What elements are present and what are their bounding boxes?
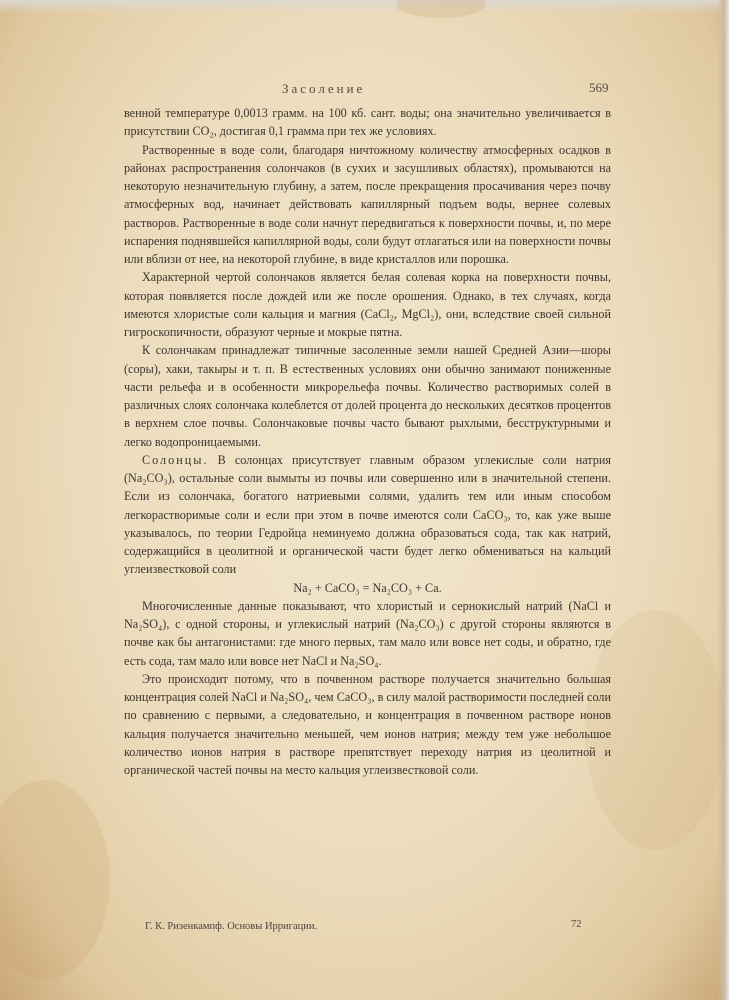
running-header: Засоление [282, 81, 366, 96]
paper-stain [396, 0, 486, 18]
section-text: В солонцах присутствует главным образом углекислые соли натрия (Na₂CO₃), остальные соли вымыты из почвы или совершенно или в значительной степени. Если из солончака, богатого натриевыми солями, удалить тем или иным способом легкорастворимые соли и если при этом в почве имеются соли CaCO₃, то, как уже выше указывалось, по теории Гедройца неминуемо должна образоваться сода, так как натрий, содержащийся в цеолитной и органической части будет легко обмениваться на кальций углеизвестковой соли [124, 452, 612, 577]
page-body [124, 104, 611, 779]
section-heading: Солонцы. [142, 452, 209, 467]
paragraph: венной температуре 0,0013 грамм. на 100 кб. сант. воды; она значительно увеличивается в присутствии CO₂, достигая 0,1 грамма при тех же условиях. [124, 106, 611, 139]
page-number: 569 [589, 80, 609, 95]
paragraph: К солончакам принадлежат типичные засоленные земли нашей Средней Азии—шоры (соры), хаки, такыры и т. п. В естественных условиях они обычно занимают пониженные части рельефа и в особенности микрорельефа почвы. Количество растворимых солей в различных слоях солончака колеблется от долей процента до нескольких десятков процентов в верхнем слое почвы. Солончаковые почвы часто бывают рыхлыми, бесструктурными и легко водопроницаемыми. [124, 343, 611, 449]
footer-citation: Г. К. Ризенкампф. Основы Ирригации. [145, 921, 318, 932]
paragraph: Растворенные в воде соли, благодаря ничтожному количеству атмосферных осадков в районах распространения солончаков (в сухих и засушливых областях), промываются на некоторую незначительную глубину, а затем, после прекращения просачивания через почву атмосферных вод, начинает действовать капиллярный подъем воды, вернее солевых растворов. Растворенные в воде соли начнут передвигаться к поверхности почвы, и, по мере испарения поднявшейся капиллярной воды, соли будут отлагаться или на поверхности почвы или вблизи от нее, на некоторой глубине, в виде кристаллов или порошка. [124, 142, 611, 266]
page-top-shadow [0, 0, 729, 14]
signature-mark: 72 [571, 919, 582, 930]
paragraph: Многочисленные данные показывают, что хлористый и сернокислый натрий (NaCl и Na₂SO₄), с одной стороны, и углекислый натрий (Na₂CO₃) с другой стороны являются в почве как бы антагонистами: где много первых, там мало или вовсе нет соды, и обратно, где есть сода, там мало или вовсе нет NaCl и Na₂SO₄. [124, 598, 611, 668]
page-right-edge [717, 0, 729, 1000]
paper-stain [0, 780, 110, 980]
chemical-formula: Na₂ + CaCO₃ = Na₂CO₃ + Ca. [293, 580, 442, 595]
paragraph-solontsy [124, 451, 611, 579]
paragraph: Это происходит потому, что в почвенном растворе получается значительно большая концентрация солей NaCl и Na₂SO₄, чем CaCO₃, в силу малой растворимости последней соли по сравнению с первыми, а следовательно, и концентрация в почвенном растворе ионов кальция получается значительно меньшей, чем ионов натрия; между тем уже небольшое количество ионов натрия в растворе препятствует переходу натрия из цеолитной и органической частей почвы на место кальция углеизвестковой соли. [124, 671, 611, 777]
paragraph: Характерной чертой солончаков является белая солевая корка на поверхности почвы, которая появляется после дождей или же после орошения. Однако, в тех случаях, когда имеются хлористые соли кальция и магния (CaCl₂, MgCl₂), они, вследствие своей сильной гигроскопичности, образуют черные и мокрые пятна. [124, 270, 611, 339]
